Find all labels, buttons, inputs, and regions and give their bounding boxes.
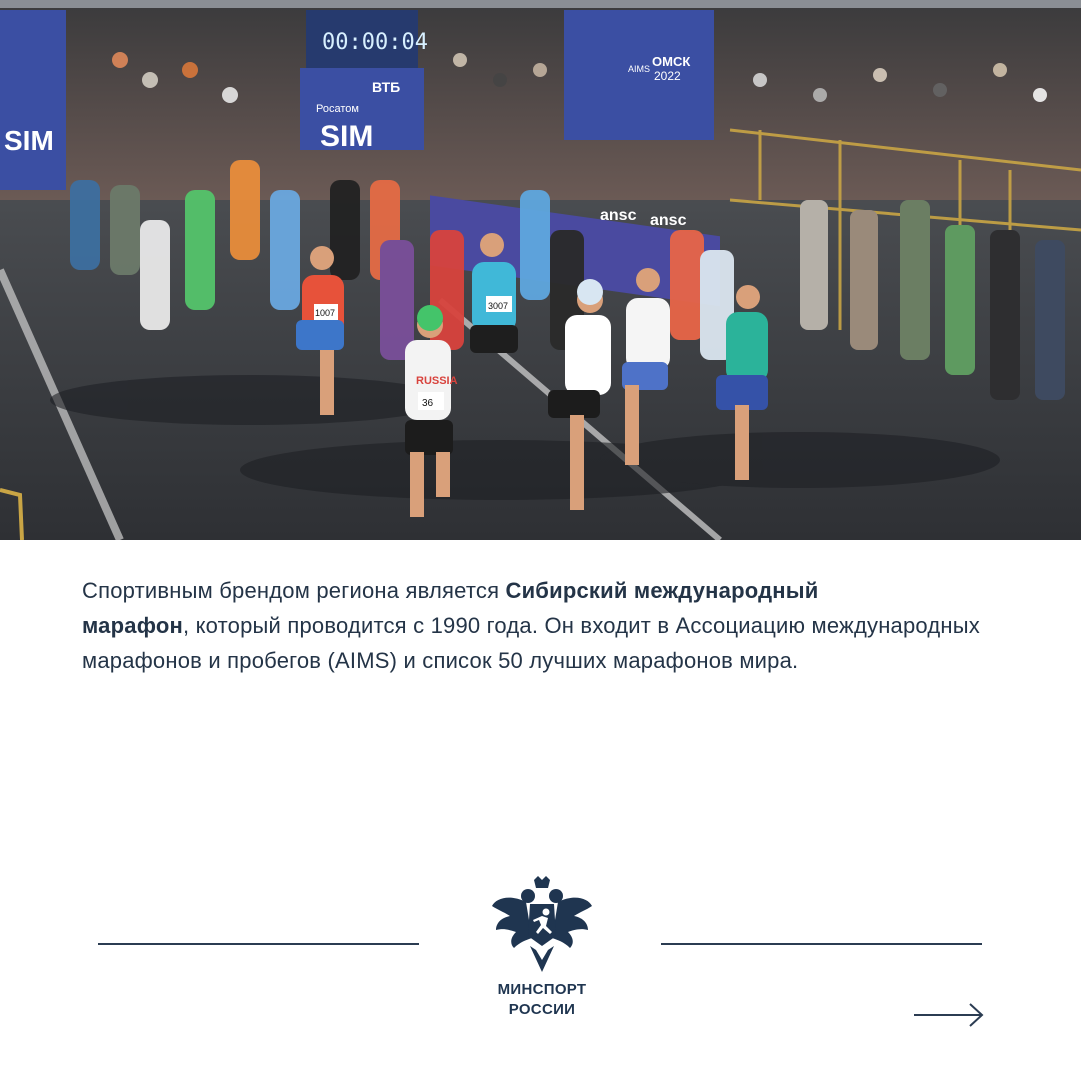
banner-rosatom: Росатом (316, 103, 359, 115)
next-arrow-icon[interactable] (912, 1000, 986, 1030)
caption-bold-1: Сибирский международный (505, 578, 819, 603)
eagle-emblem-icon (490, 876, 594, 976)
banner-left (0, 10, 66, 190)
caption-text (82, 573, 982, 678)
banner-aims: AIMS (628, 64, 651, 74)
logo-line-2: РОССИИ (508, 1001, 576, 1018)
banner-omsk: ОМСК (652, 54, 691, 69)
banner-right (564, 10, 714, 140)
fence-text-right: ansc (650, 212, 687, 229)
logo-line-1: МИНСПОРТ (497, 981, 587, 998)
bib-3: 1007 (315, 308, 336, 318)
fence-text-left: ansc (600, 207, 637, 224)
banner-sim: SIM (320, 120, 374, 153)
shirt-text: RUSSIA (416, 375, 458, 387)
race-timer: 00:00:04 (322, 30, 428, 55)
banner-vtb: ВТБ (372, 79, 401, 95)
divider-left (98, 943, 419, 945)
banner-year: 2022 (654, 69, 681, 83)
caption-part-2: , который проводится с 1990 года. Он входит в Ассоциацию международных марафонов и пробегов (AIMS) и список 50 лучших марафонов мира. (82, 613, 980, 673)
logo-wordmark (480, 980, 604, 1020)
divider-right (661, 943, 982, 945)
bib-1: 36 (422, 398, 434, 409)
caption-bold-2: марафон (82, 613, 183, 638)
caption-part-1: Спортивным брендом региона является (82, 578, 506, 603)
banner-left-text: SIM (4, 125, 54, 156)
bib-2: 3007 (488, 301, 509, 311)
